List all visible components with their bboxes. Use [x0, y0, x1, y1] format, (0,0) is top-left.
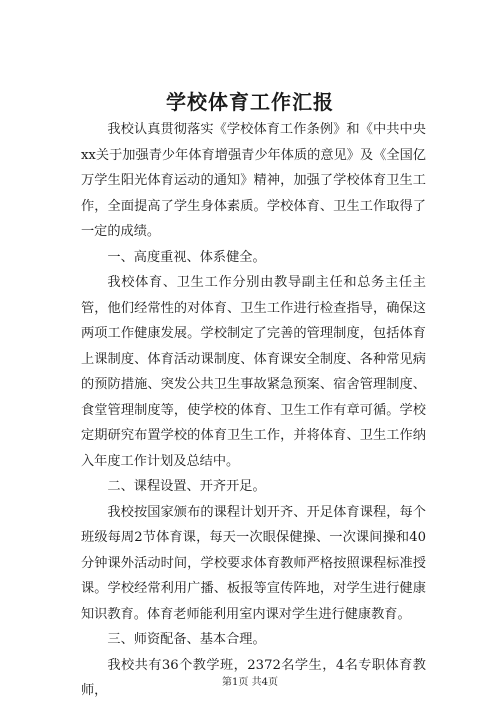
section-heading-2: 二、课程设置、开齐开足。	[107, 479, 266, 494]
section-heading-3: 三、师资配备、基本合理。	[107, 632, 266, 647]
document-title: 学校体育工作汇报	[166, 90, 334, 114]
page-number-footer: 第1页 共4页	[222, 677, 278, 688]
document-body	[81, 117, 426, 704]
paragraph-section-2: 我校按国家颁布的课程计划开齐、开足体育课程，每个班级每周2节体育课，每天一次眼保健操、一次课间操和40分钟课外活动时间，学校要求体育教师严格按照课程标准授课。学校经常利用广播、板报等宣传阵地，对学生进行健康知识教育。体育老师能利用室内课对学生进行健康教育。	[81, 504, 426, 622]
section-heading-1: 一、高度重视、体系健全。	[107, 249, 266, 265]
paragraph-intro: 我校认真贯彻落实《学校体育工作条例》和《中共中央xx关于加强青少年体育增强青少年体质的意见》及《全国亿万学生阳光体育运动的通知》精神，加强了学校体育卫生工作，全面提高了学生身体素质。学校体育、卫生工作取得了一定的成绩。	[81, 122, 426, 239]
paragraph-section-1: 我校体育、卫生工作分别由教导副主任和总务主任主管，他们经常性的对体育、卫生工作进行检查指导，确保这两项工作健康发展。学校制定了完善的管理制度，包括体育上课制度、体育活动课制度、体育课安全制度、各种常见病的预防措施、突发公共卫生事故紧急预案、宿舍管理制度、食堂管理制度等，使学校的体育、卫生工作有章可循。学校定期研究布置学校的体育卫生工作，并将体育、卫生工作纳入年度工作计划及总结中。	[81, 275, 426, 469]
paragraph-section-3: 我校共有36个教学班，2372名学生，4名专职体育教师，	[81, 657, 426, 698]
